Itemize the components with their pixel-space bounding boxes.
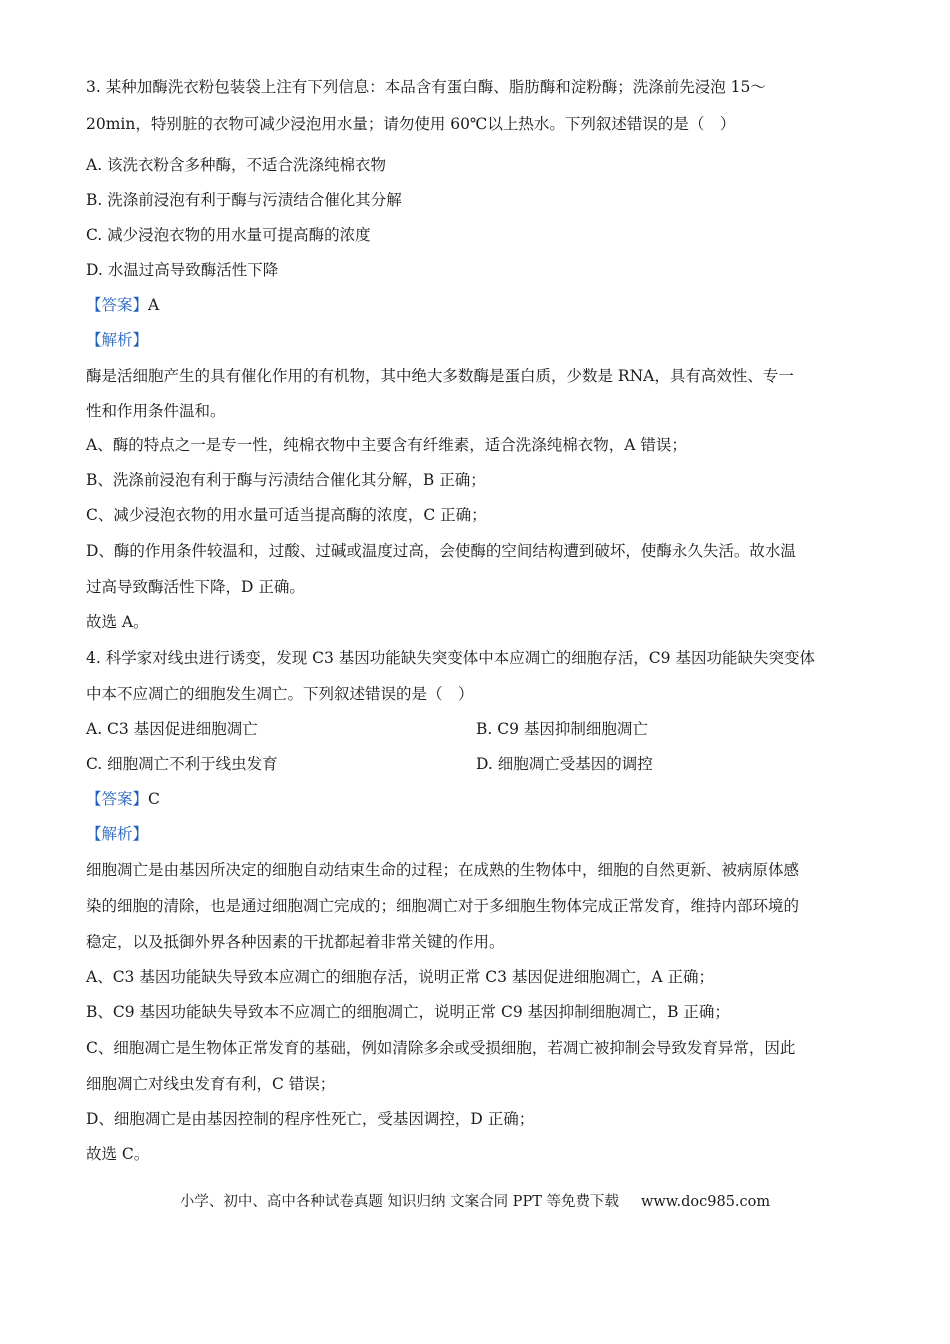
q4-option-a: A. C3 基因促进细胞凋亡	[86, 720, 258, 738]
q3-option-a: A. 该洗衣粉含多种酶，不适合洗涤纯棉衣物	[86, 156, 387, 174]
question-3	[86, 74, 866, 640]
q3-analysis-c: C、减少浸泡衣物的用水量可适当提高酶的浓度，C 正确；	[86, 506, 487, 524]
q4-options-row-1	[86, 712, 866, 747]
q3-answer	[86, 288, 866, 323]
footer-site-link[interactable]: www.doc985.com	[640, 1194, 771, 1210]
footer-text: 小学、初中、高中各种试卷真题 知识归纳 文案合同 PPT 等免费下载	[179, 1194, 619, 1210]
q4-option-d: D. 细胞凋亡受基因的调控	[476, 755, 653, 773]
q4-answer-label: 【答案】	[86, 790, 149, 808]
q4-analysis-label: 【解析】	[86, 825, 149, 843]
question-4	[86, 640, 866, 1172]
q4-analysis-b: B、C9 基因功能缺失导致本不应凋亡的细胞凋亡，说明正常 C9 基因抑制细胞凋亡，B 正确；	[86, 1003, 730, 1021]
q4-analysis-intro-1: 细胞凋亡是由基因所决定的细胞自动结束生命的过程；在成熟的生物体中，细胞的自然更新、被病原体感	[86, 861, 800, 879]
q3-analysis-heading	[86, 323, 866, 358]
q4-stem-line-1: 4. 科学家对线虫进行诱变，发现 C3 基因功能缺失突变体中本应凋亡的细胞存活，C9 基因功能缺失突变体	[86, 649, 815, 667]
page-footer	[0, 1190, 950, 1211]
q3-stem-line-2: 20min，特别脏的衣物可减少浸泡用水量；请勿使用 60℃以上热水。下列叙述错误的是（ ）	[86, 115, 736, 133]
document-page	[86, 74, 866, 1172]
q4-analysis-intro-3: 稳定，以及抵御外界各种因素的干扰都起着非常关键的作用。	[86, 933, 505, 951]
q3-answer-value: A	[148, 296, 160, 314]
q4-option-b: B. C9 基因抑制细胞凋亡	[476, 720, 648, 738]
q3-analysis-intro-1: 酶是活细胞产生的具有催化作用的有机物，其中绝大多数酶是蛋白质，少数是 RNA，具有高效性、专一	[86, 367, 794, 385]
q4-option-c: C. 细胞凋亡不利于线虫发育	[86, 755, 278, 773]
q4-analysis-heading	[86, 817, 866, 852]
q4-answer	[86, 782, 866, 817]
q3-option-b: B. 洗涤前浸泡有利于酶与污渍结合催化其分解	[86, 191, 402, 209]
q3-answer-label: 【答案】	[86, 296, 149, 314]
q3-stem-line-1: 3. 某种加酶洗衣粉包装袋上注有下列信息：本品含有蛋白酶、脂肪酶和淀粉酶；洗涤前先浸泡 15～	[86, 78, 766, 96]
q4-stem-line-2: 中本不应凋亡的细胞发生凋亡。下列叙述错误的是（ ）	[86, 685, 474, 703]
q3-analysis-d-1: D、酶的作用条件较温和，过酸、过碱或温度过高，会使酶的空间结构遭到破坏，使酶永久失活。故水温	[86, 542, 796, 560]
q3-option-d: D. 水温过高导致酶活性下降	[86, 261, 279, 279]
q3-analysis-intro-2: 性和作用条件温和。	[86, 402, 226, 420]
q3-analysis-b: B、洗涤前浸泡有利于酶与污渍结合催化其分解，B 正确；	[86, 471, 486, 489]
q3-analysis-label: 【解析】	[86, 331, 149, 349]
q4-options-row-2	[86, 747, 866, 782]
q4-analysis-c-1: C、细胞凋亡是生物体正常发育的基础，例如清除多余或受损细胞，若凋亡被抑制会导致发育异常，因此	[86, 1039, 796, 1057]
q4-analysis-d: D、细胞凋亡是由基因控制的程序性死亡，受基因调控，D 正确；	[86, 1110, 535, 1128]
q4-analysis-intro-2: 染的细胞的清除，也是通过细胞凋亡完成的；细胞凋亡对于多细胞生物体完成正常发育，维持内部环境的	[86, 897, 800, 915]
q3-conclusion: 故选 A。	[86, 613, 149, 631]
q3-analysis-a: A、酶的特点之一是专一性，纯棉衣物中主要含有纤维素，适合洗涤纯棉衣物，A 错误；	[86, 436, 687, 454]
q4-analysis-a: A、C3 基因功能缺失导致本应凋亡的细胞存活，说明正常 C3 基因促进细胞凋亡，A 正确；	[86, 968, 715, 986]
q4-analysis-c-2: 细胞凋亡对线虫发育有利，C 错误；	[86, 1075, 336, 1093]
q3-option-c: C. 减少浸泡衣物的用水量可提高酶的浓度	[86, 226, 371, 244]
q4-conclusion: 故选 C。	[86, 1145, 150, 1163]
q3-analysis-d-2: 过高导致酶活性下降，D 正确。	[86, 578, 305, 596]
q4-answer-value: C	[148, 790, 160, 808]
